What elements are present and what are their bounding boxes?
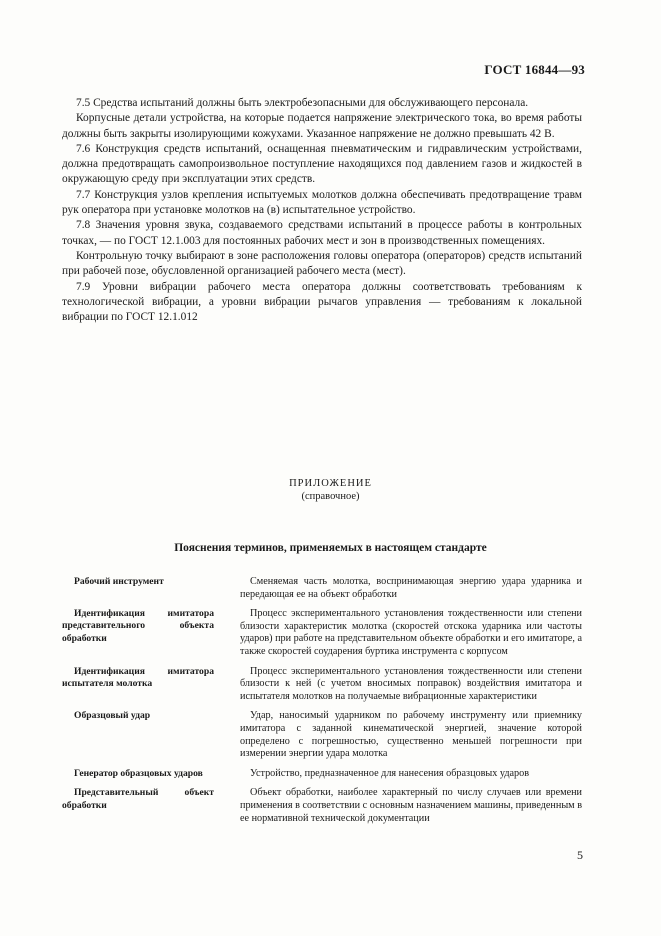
paragraph-7-6: 7.6 Конструкция средств испытаний, оснащенная пневматическим и гидравлическим устройствами, должна предотвращать самопроизвольное поступление находящихся под давлением газов и жидкостей в окружающую среду при эксплуатации этих средств. — [62, 142, 582, 186]
body-text — [62, 96, 582, 325]
paragraph-7-7: 7.7 Конструкция узлов крепления испытуемых молотков должна обеспечивать предотвращение травм рук оператора при установке молотков на (в) испытательное устройство. — [62, 188, 582, 217]
term-name: Идентификация имитатора испытателя молотка — [62, 665, 214, 689]
paragraph-7-9: 7.9 Уровни вибрации рабочего места оператора должны соответствовать требованиям к технологической вибрации, а уровни вибрации рычагов управления — требованиям к локальной вибрации по ГОСТ 12.1.012 — [62, 280, 582, 324]
term-name: Представительный объект обработки — [62, 787, 214, 811]
term-name: Идентификация имитатора представительного объекта обработки — [62, 608, 214, 644]
document-header: ГОСТ 16844—93 — [484, 62, 585, 77]
terms-heading: Пояснения терминов, применяемых в настоящем стандарте — [174, 542, 487, 554]
paragraph-7-8-cont: Контрольную точку выбирают в зоне расположения головы оператора (операторов) средств испытаний при рабочей позе, обусловленной организацией рабочего места (мест). — [62, 249, 582, 278]
paragraph-7-5: 7.5 Средства испытаний должны быть электробезопасными для обслуживающего персонала. — [76, 97, 529, 109]
page-number: 5 — [577, 848, 583, 862]
term-name: Образцовый удар — [74, 710, 151, 722]
term-definition: Объект обработки, наиболее характерный по числу случаев или времени применения в соответствии с основным назначением машины, приведенным в ее нормативной технической документации — [240, 787, 582, 824]
term-definition: Сменяемая часть молотка, воспринимающая энергию удара ударника и передающая ее на объект обработки — [240, 576, 582, 600]
term-definition: Удар, наносимый ударником по рабочему инструменту или приемнику имитатора с заданной кинематической энергией, значение которой определено с погрешностью, существенно меньшей погрешности при измерении энергии удара молотка — [240, 710, 582, 760]
appendix-subtitle: (справочное) — [301, 491, 360, 502]
term-row — [62, 768, 582, 781]
term-definition: Процесс экспериментального установления тождественности или степени близости характеристик молотка (скоростей отскока ударника или частоты ударов) при работе на представительном объекте обработки и его имитаторе, а также скоростей соударения буртика инструмента с корпусом — [240, 608, 582, 657]
term-name: Рабочий инструмент — [74, 576, 164, 587]
term-definition: Устройство, предназначенное для нанесения образцовых ударов — [250, 767, 530, 779]
term-row — [62, 576, 582, 601]
terms-list — [62, 576, 582, 832]
term-name: Генератор образцовых ударов — [74, 767, 203, 779]
term-row — [62, 666, 582, 704]
paragraph-7-5-cont: Корпусные детали устройства, на которые подается напряжение электрического тока, во время работы должны быть закрыты изолирующими кожухами. Указанное напряжение не должно превышать 42 В. — [62, 112, 582, 140]
term-row — [62, 608, 582, 658]
term-definition: Процесс экспериментального установления тождественности или степени близости к ней (с учетом вносимых поправок) воздействия имитатора и испытателя молотков на получаемые вибрационные характеристики — [240, 665, 582, 702]
paragraph-7-8: 7.8 Значения уровня звука, создаваемого средствами испытаний в процессе работы в контрольных точках, — по ГОСТ 12.1.003 для постоянных рабочих мест и зон в производственных помещениях. — [62, 219, 582, 247]
term-row — [62, 787, 582, 825]
term-row — [62, 710, 582, 760]
appendix-title: ПРИЛОЖЕНИЕ — [289, 478, 372, 489]
